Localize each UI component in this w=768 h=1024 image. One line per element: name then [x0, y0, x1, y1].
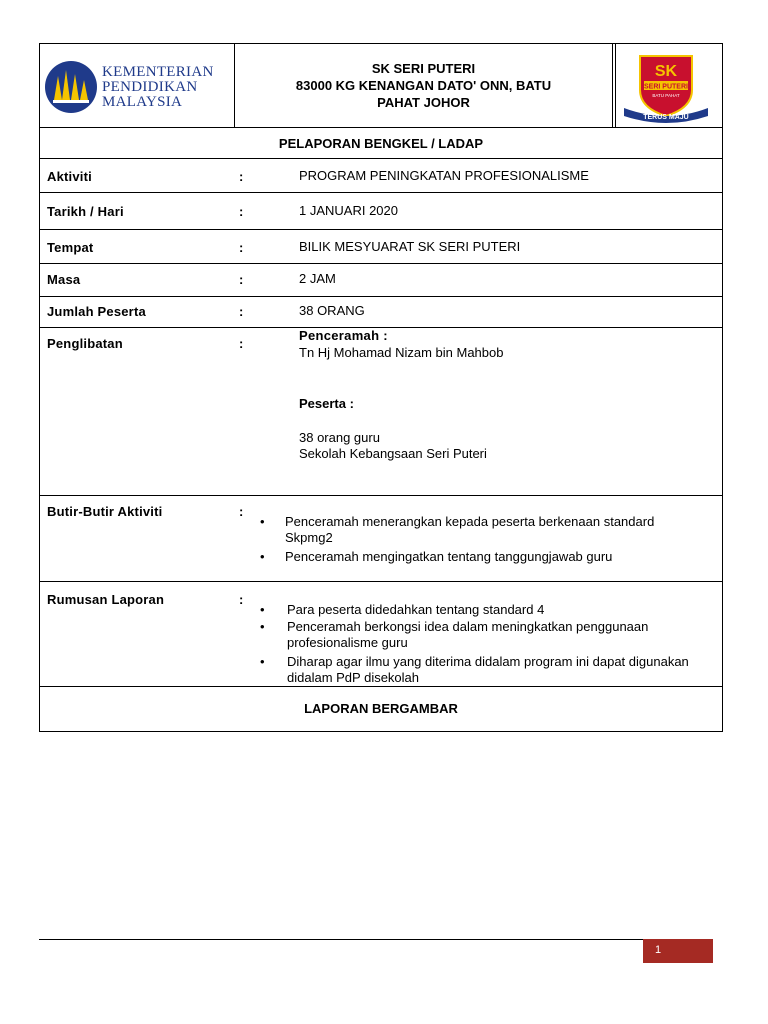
- butir-item-1: Penceramah menerangkan kepada peserta berkenaan standard Skpmg2: [285, 514, 655, 545]
- butir-bullet-2: •: [260, 549, 265, 564]
- peserta-line1: 38 orang guru: [299, 430, 380, 445]
- page-number-box: [643, 939, 713, 963]
- peserta-line2: Sekolah Kebangsaan Seri Puteri: [299, 446, 487, 461]
- ministry-emblem-icon: [44, 60, 100, 114]
- jumlah-label: Jumlah Peserta: [47, 304, 146, 319]
- rumusan-item-1: Para peserta didedahkan tentang standard 4: [287, 602, 545, 617]
- crest-motto: TERUS MAJU: [643, 114, 689, 121]
- penglibatan-colon: :: [239, 336, 244, 351]
- rumusan-item-2: Penceramah berkongsi idea dalam meningkatkan penggunaan profesionalisme guru: [287, 619, 649, 650]
- aktiviti-colon: :: [239, 169, 244, 184]
- rumusan-item-3: Diharap agar ilmu yang diterima didalam program ini dapat digunakan didalam PdP disekolah: [287, 654, 689, 685]
- penceramah-heading: Penceramah :: [299, 328, 388, 343]
- tempat-label: Tempat: [47, 240, 94, 255]
- tarikh-label: Tarikh / Hari: [47, 204, 124, 219]
- butir-bullet-1: •: [260, 514, 265, 529]
- rumusan-label: Rumusan Laporan: [47, 592, 165, 607]
- crest-place: BATU PAHAT: [652, 93, 680, 98]
- masa-colon: :: [239, 272, 244, 287]
- report-title: PELAPORAN BENGKEL / LADAP: [278, 136, 484, 151]
- penceramah-name: Tn Hj Mohamad Nizam bin Mahbob: [299, 345, 504, 360]
- tarikh-colon: :: [239, 204, 244, 219]
- aktiviti-value: PROGRAM PENINGKATAN PROFESIONALISME: [299, 168, 589, 183]
- crest-year-right: 2005: [694, 107, 702, 111]
- peserta-heading: Peserta :: [299, 396, 354, 411]
- page-number: 1: [655, 944, 662, 956]
- crest-year-left: 1946: [631, 107, 639, 111]
- penglibatan-label: Penglibatan: [47, 336, 123, 351]
- school-address-line2: PAHAT JOHOR: [377, 95, 470, 110]
- rumusan-bullet-2: •: [260, 619, 265, 634]
- rumusan-bullet-3: •: [260, 654, 265, 669]
- footer-rule: [39, 939, 643, 940]
- aktiviti-label: Aktiviti: [47, 169, 92, 184]
- school-header: [235, 60, 612, 111]
- jumlah-colon: :: [239, 304, 244, 319]
- tarikh-value: 1 JANUARI 2020: [299, 203, 398, 218]
- laporan-bergambar-heading: LAPORAN BERGAMBAR: [304, 701, 458, 716]
- crest-initials: SK: [654, 63, 678, 80]
- crest-name: SERI PUTERI: [644, 83, 688, 91]
- ministry-name-line3: MALAYSIA: [102, 94, 183, 110]
- ministry-name-line2: PENDIDIKAN: [102, 79, 198, 95]
- rumusan-colon: :: [239, 592, 244, 607]
- tempat-colon: :: [239, 240, 244, 255]
- school-crest-icon: [620, 50, 712, 125]
- butir-label: Butir-Butir Aktiviti: [47, 504, 163, 519]
- jumlah-value: 38 ORANG: [299, 303, 365, 318]
- rumusan-bullet-1: •: [260, 602, 265, 617]
- school-crest: [620, 50, 712, 125]
- masa-label: Masa: [47, 272, 81, 287]
- butir-colon: :: [239, 504, 244, 519]
- tempat-value: BILIK MESYUARAT SK SERI PUTERI: [299, 239, 521, 254]
- masa-value: 2 JAM: [299, 271, 336, 286]
- butir-item-2: Penceramah mengingatkan tentang tanggungjawab guru: [285, 549, 613, 564]
- ministry-logo: [44, 60, 230, 114]
- ministry-name-line1: KEMENTERIAN: [102, 64, 214, 80]
- school-name: SK SERI PUTERI: [371, 61, 476, 76]
- school-address-line1: 83000 KG KENANGAN DATO' ONN, BATU: [295, 78, 552, 93]
